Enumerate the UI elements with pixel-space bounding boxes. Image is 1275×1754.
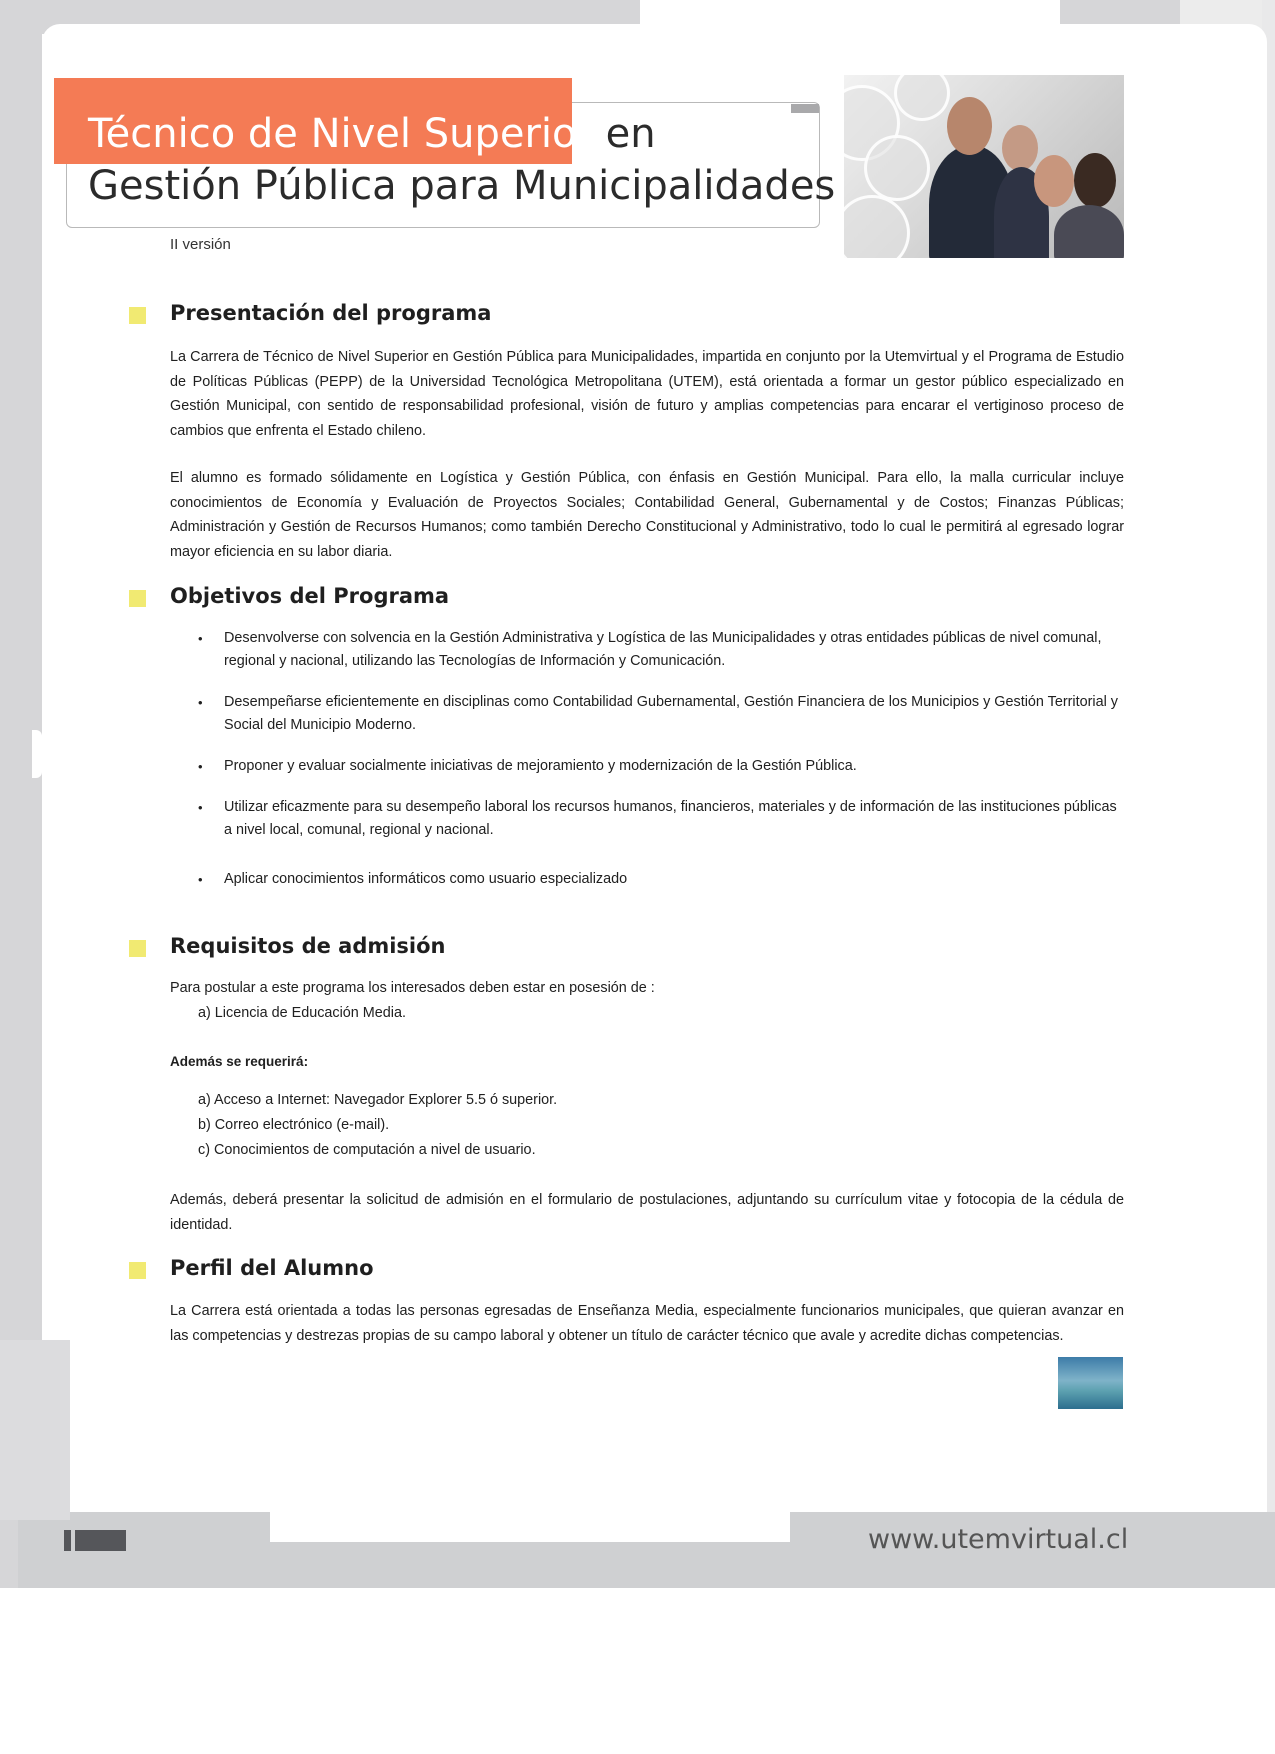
- decorative-thumbnail-image: [1058, 1357, 1123, 1409]
- page-marker: [64, 1530, 126, 1551]
- scan-bottom-margin: [0, 1588, 1275, 1754]
- requirements-intro: Para postular a este programa los interesados deben estar en posesión de :: [170, 980, 655, 996]
- list-item: • Desenvolverse con solvencia en la Gestión Administrativa y Logística de las Municipalidades y otras entidades públicas de nivel comunal, regional y nacional, utilizando las Tecnologías de Información y Comunicación.: [196, 627, 1126, 673]
- section-title-perfil: Perfil del Alumno: [170, 1256, 374, 1280]
- requirement-item: a) Licencia de Educación Media.: [198, 1005, 406, 1021]
- section-title-objetivos: Objetivos del Programa: [170, 584, 450, 608]
- title-accent-bar: [791, 104, 819, 113]
- page-marker-gap: [71, 1530, 75, 1551]
- objectives-list: [196, 627, 1126, 891]
- section-title-requisitos: Requisitos de admisión: [170, 934, 446, 958]
- header-photo-people: [844, 75, 1124, 258]
- list-item: • Proponer y evaluar socialmente iniciativas de mejoramiento y modernización de la Gestión Pública.: [196, 755, 1126, 778]
- photo-bubble: [894, 75, 950, 121]
- margin-strip: [0, 1340, 70, 1520]
- margin-tab: [32, 730, 42, 778]
- page-title-line1: [88, 106, 656, 162]
- paragraph: La Carrera de Técnico de Nivel Superior en Gestión Pública para Municipalidades, impartida en conjunto por la Utemvirtual y el Programa de Estudio de Políticas Públicas (PEPP) de la Universidad Tecnológica Metropolitana (UTEM), está orientada a formar un gestor público especializado en Gestión Municipal, con sentido de responsabilidad profesional, visión de futuro y amplias competencias para encarar el vertiginoso proceso de cambios que enfrenta el Estado chileno.: [170, 349, 1124, 439]
- section-bullet: [129, 307, 146, 324]
- additional-requirement-item: a) Acceso a Internet: Navegador Explorer 5.5 ó superior.: [198, 1092, 558, 1108]
- photo-person-face: [1002, 125, 1038, 171]
- footer-url: www.utemvirtual.cl: [868, 1524, 1129, 1555]
- section-bullet: [129, 590, 146, 607]
- paragraph: Además, deberá presentar la solicitud de admisión en el formulario de postulaciones, adjuntando su currículum vitae y fotocopia de la cédula de identidad.: [170, 1192, 1124, 1233]
- list-item: • Aplicar conocimientos informáticos como usuario especializado: [196, 868, 1126, 891]
- edition-label: II versión: [170, 236, 231, 253]
- photo-person-suit: [1054, 205, 1124, 258]
- photo-person-face: [947, 97, 992, 155]
- section-bullet: [129, 940, 146, 957]
- additional-requirement-item: c) Conocimientos de computación a nivel de usuario.: [198, 1142, 536, 1158]
- additional-requirement-item: b) Correo electrónico (e-mail).: [198, 1117, 390, 1133]
- photo-bubble: [844, 195, 910, 258]
- section-title-presentacion: Presentación del programa: [170, 301, 492, 325]
- photo-bubble: [864, 135, 930, 201]
- section-bullet: [129, 1262, 146, 1279]
- scan-frame-bottom-notch: [270, 1512, 790, 1542]
- list-item: • Desempeñarse eficientemente en disciplinas como Contabilidad Gubernamental, Gestión Financiera de los Municipios y Gestión Territorial y Social del Municipio Moderno.: [196, 691, 1126, 737]
- additional-requirements-label: Además se requerirá:: [170, 1054, 309, 1069]
- photo-person-face: [1034, 155, 1074, 207]
- paragraph: La Carrera está orientada a todas las personas egresadas de Enseñanza Media, especialmente funcionarios municipales, que quieran avanzar en las competencias y destrezas propias de su campo laboral y obtener un título de carácter técnico que avale y acredite dichas competencias.: [170, 1303, 1124, 1344]
- title-rest-text: en: [592, 111, 656, 157]
- photo-person-hair: [1074, 153, 1116, 208]
- page-title-line2: Gestión Pública para Municipalidades: [88, 163, 836, 209]
- paragraph: El alumno es formado sólidamente en Logística y Gestión Pública, con énfasis en Gestión Municipal. Para ello, la malla curricular incluye conocimientos de Economía y Evaluación de Proyectos Sociales; Contabilidad General, Gubernamental y de Costos; Finanzas Públicas; Administración y Gestión de Recursos Humanos; como también Derecho Constitucional y Administrativo, todo lo cual le permitirá al egresado lograr mayor eficiencia en su labor diaria.: [170, 470, 1124, 560]
- list-item: • Utilizar eficazmente para su desempeño laboral los recursos humanos, financieros, materiales y de información de las instituciones públicas a nivel local, comunal, regional y nacional.: [196, 796, 1126, 842]
- title-highlight-text: Técnico de Nivel Superior: [88, 111, 593, 157]
